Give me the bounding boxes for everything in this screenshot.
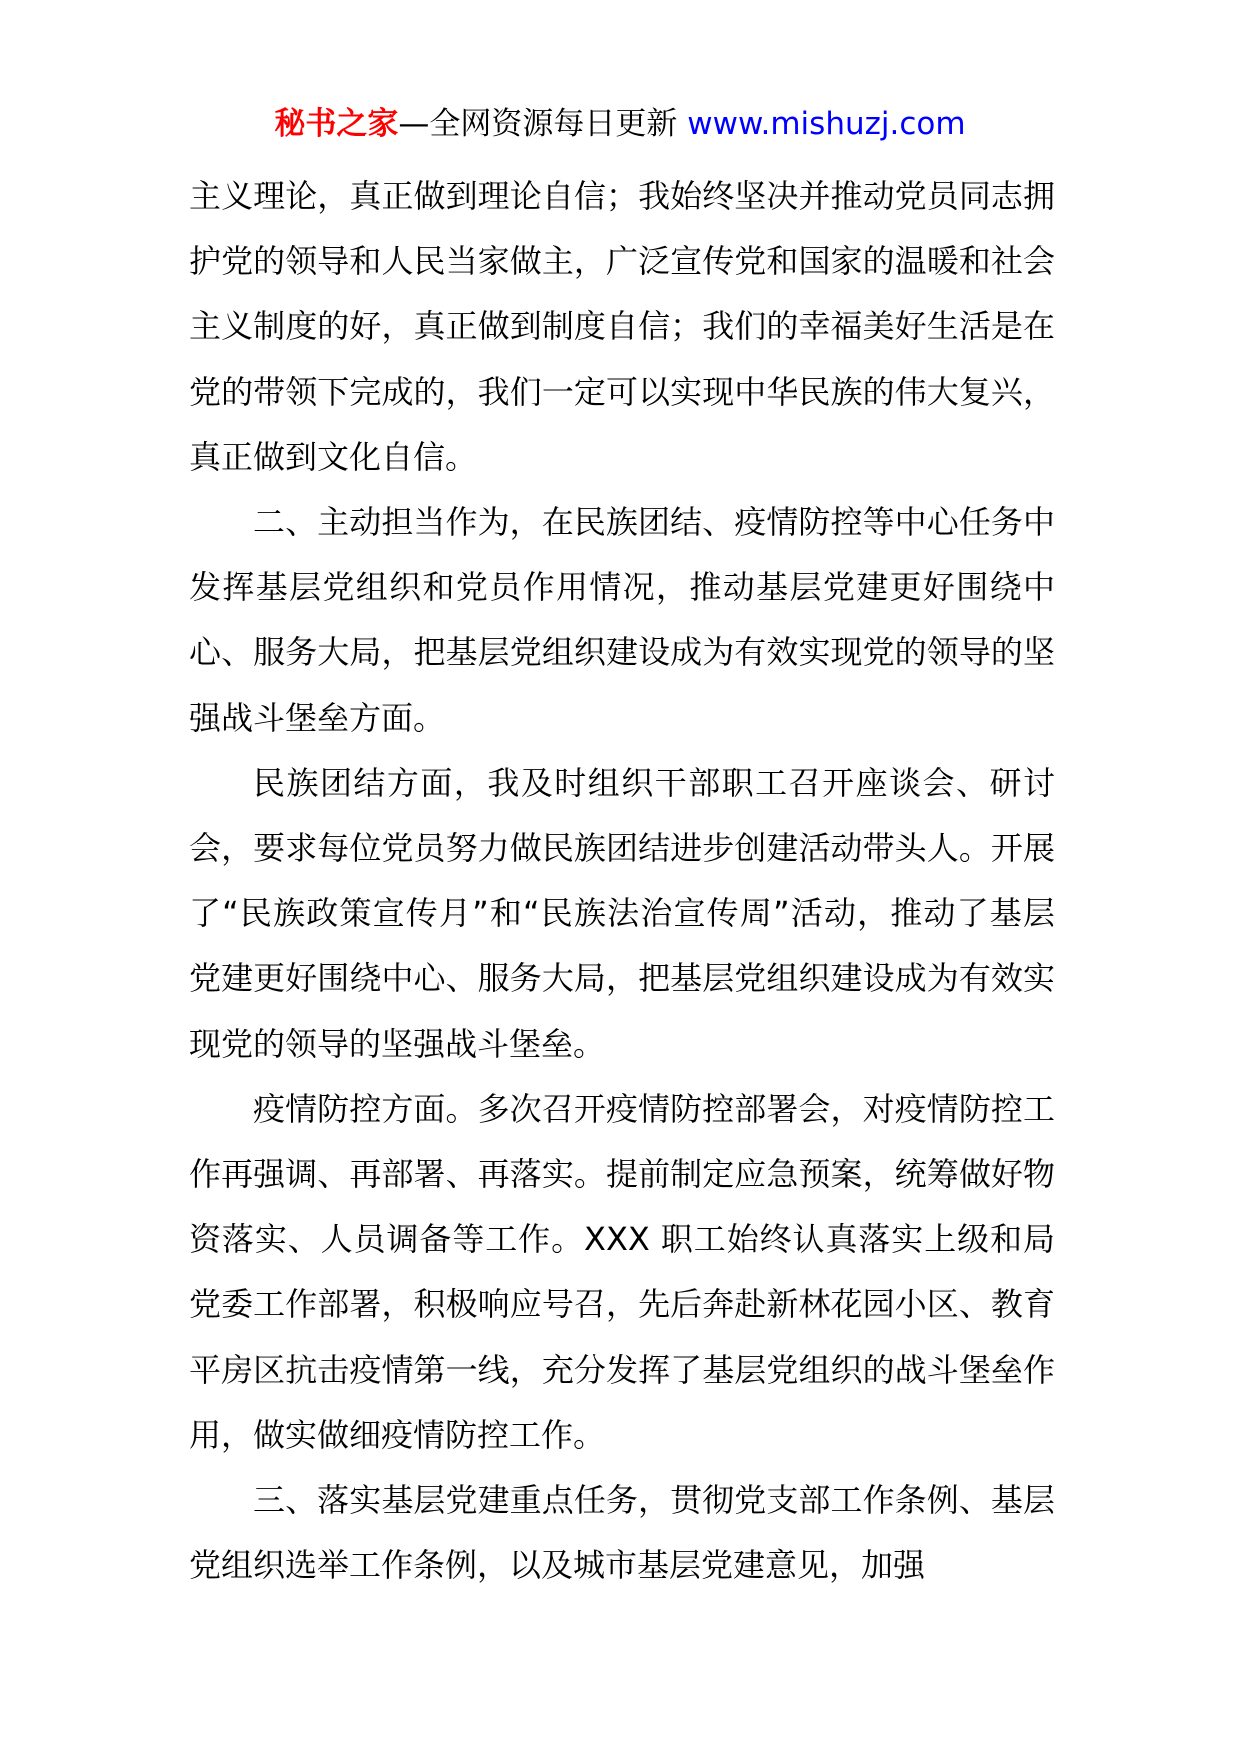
paragraph-section-three: 三、落实基层党建重点任务，贯彻党支部工作条例、基层党组织选举工作条例，以及城市基层党建意见，加强 (189, 1481, 1055, 1585)
header-tagline: —全网资源每日更新 (398, 106, 678, 142)
site-url-link[interactable]: www.mishuzj.com (687, 106, 966, 142)
document-body (189, 164, 1055, 1598)
paragraph-ethnic-unity: 民族团结方面，我及时组织干部职工召开座谈会、研讨会，要求每位党员努力做民族团结进步创建活动带头人。开展了“民族政策宣传月”和“民族法治宣传周”活动，推动了基层党建更好围绕中心、服务大局，把基层党组织建设成为有效实现党的领导的坚强战斗堡垒。 (189, 763, 1055, 1063)
paragraph-continued: 主义理论，真正做到理论自信；我始终坚决并推动党员同志拥护党的领导和人民当家做主，广泛宣传党和国家的温暖和社会主义制度的好，真正做到制度自信；我们的幸福美好生活是在党的带领下完成的，我们一定可以实现中华民族的伟大复兴，真正做到文化自信。 (189, 177, 1055, 476)
paragraph-epidemic-control: 疫情防控方面。多次召开疫情防控部署会，对疫情防控工作再强调、再部署、再落实。提前制定应急预案，统筹做好物资落实、人员调备等工作。XXX 职工始终认真落实上级和局党委工作部署，积极响应号召，先后奔赴新林花园小区、教育平房区抗击疫情第一线，充分发挥了基层党组织的战斗堡垒作用，做实做细疫情防控工作。 (189, 1089, 1055, 1454)
page-header (0, 100, 1240, 148)
paragraph-section-two: 二、主动担当作为，在民族团结、疫情防控等中心任务中发挥基层党组织和党员作用情况，推动基层党建更好围绕中心、服务大局，把基层党组织建设成为有效实现党的领导的坚强战斗堡垒方面。 (189, 503, 1055, 737)
brand-name: 秘书之家 (274, 106, 399, 142)
